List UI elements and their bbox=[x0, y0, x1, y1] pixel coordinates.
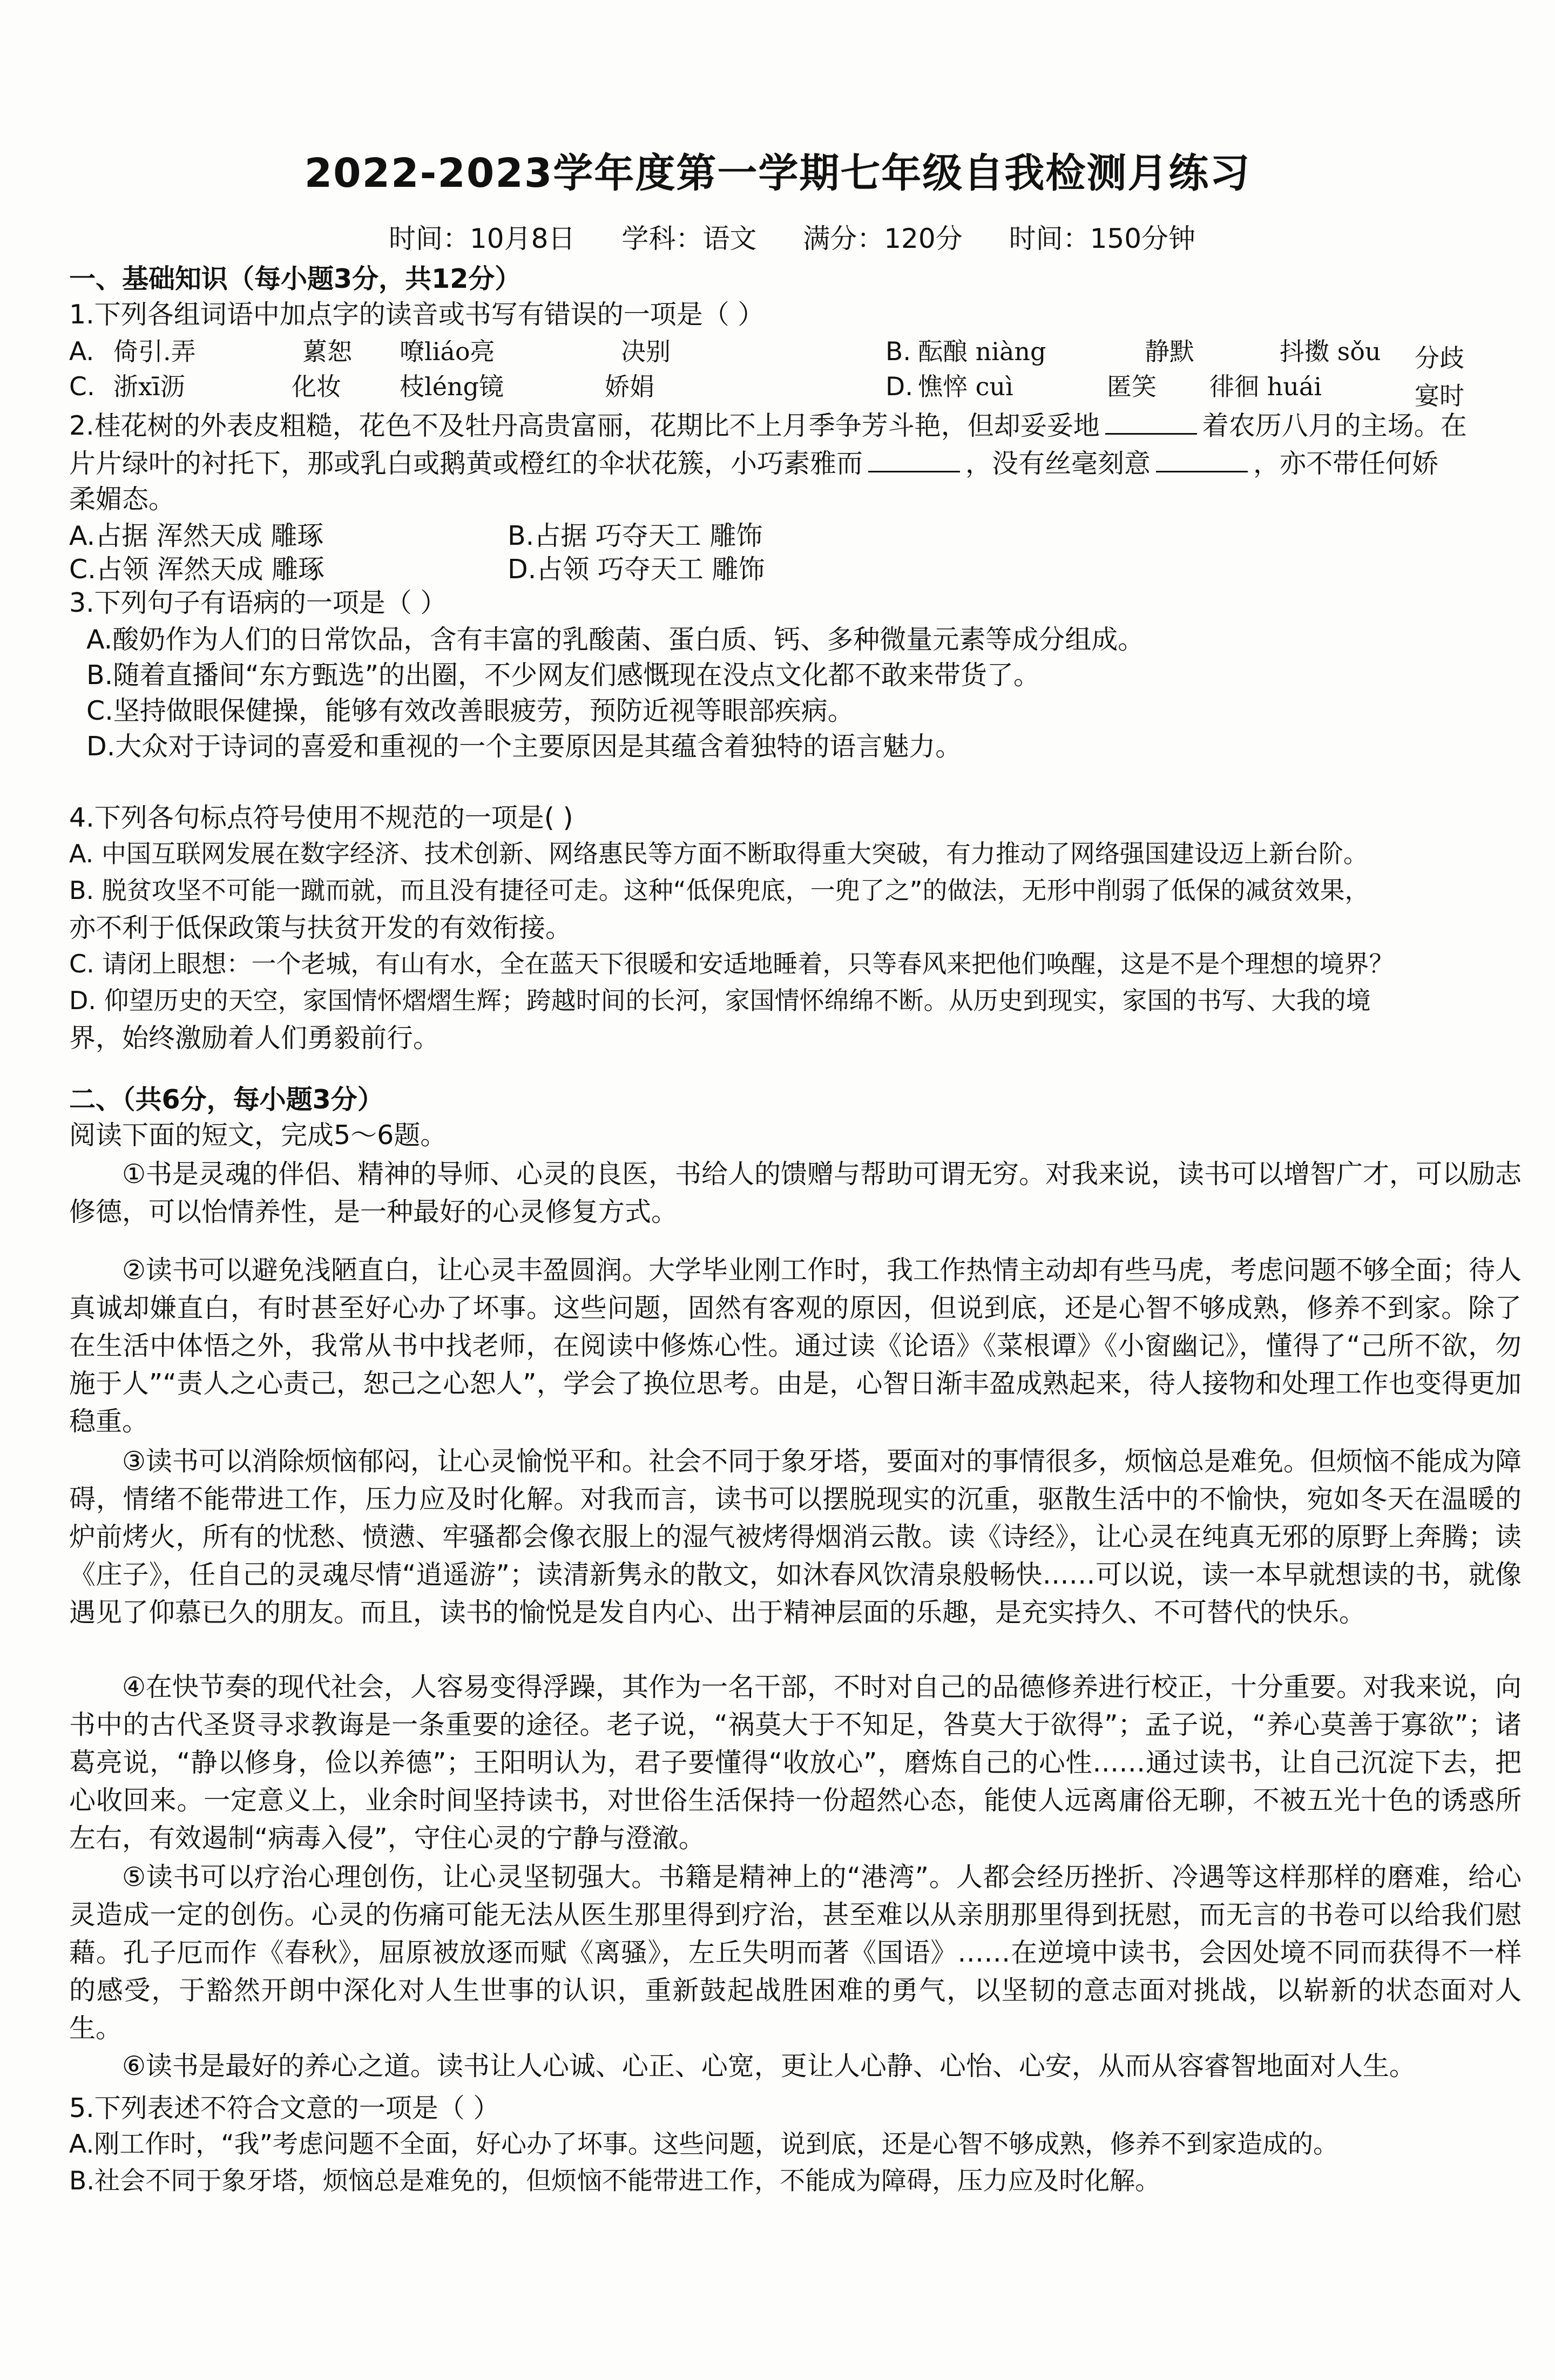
q1-stem: 1.下列各组词语中加点字的读音或书写有错误的一项是（ ） bbox=[69, 299, 765, 330]
q2-option-a: A.占据 浑然天成 雕琢 bbox=[69, 520, 324, 551]
exam-title: 2022-2023学年度第一学期七年级自我检测月练习 bbox=[304, 150, 1251, 197]
q5-option-b: B.社会不同于象牙塔，烦恼总是难免的，但烦恼不能带进工作，不能成为障碍，压力应及时化解。 bbox=[69, 2166, 1161, 2196]
q2-line2-text-c: ，亦不带任何娇 bbox=[1253, 448, 1439, 479]
q1-d-item: 憔悴 cuì bbox=[918, 372, 1013, 401]
q1-a-item: 嘹liáo亮 bbox=[400, 337, 495, 366]
section2-intro: 阅读下面的短文，完成5～6题。 bbox=[69, 1120, 447, 1151]
q4-option-d-line1: D. 仰望历史的天空，家国情怀熠熠生辉；跨越时间的长河，家国情怀绵绵不断。从历史到现实，家国的书写、大我的境 bbox=[69, 986, 1371, 1015]
q1-a-item: 决别 bbox=[621, 337, 671, 366]
meta-subject: 学科：语文 bbox=[621, 223, 757, 254]
reading-paragraph-3: ③读书可以消除烦恼郁闷，让心灵愉悦平和。社会不同于象牙塔，要面对的事情很多，烦恼总是难免。但烦恼不能成为障碍，情绪不能带进工作，压力应及时化解。对我而言，读书可以摆脱现实的沉重，驱散生活中的不愉快，宛如冬天在温暖的炉前烤火，所有的忧愁、愤懑、牢骚都会像衣服上的湿气被烤得烟消云散。读《诗经》，让心灵在纯真无邪的原野上奔腾；读《庄子》，任自己的灵魂尽情“逍遥游”；读清新隽永的散文，如沐春风饮清泉般畅快……可以说，读一本早就想读的书，就像遇见了仰慕已久的朋友。而且，读书的愉悦是发自内心、出于精神层面的乐趣，是充实持久、不可替代的快乐。 bbox=[69, 1446, 1522, 1628]
q5-option-a: A.刚工作时，“我”考虑问题不全面，好心办了坏事。这些问题，说到底，还是心智不够成熟，修养不到家造成的。 bbox=[69, 2129, 1338, 2159]
q3-option-b: B.随着直播间“东方甄选”的出圈，不少网友们感慨现在没点文化都不敢来带货了。 bbox=[86, 660, 1040, 691]
reading-paragraph-1: ①书是灵魂的伴侣、精神的导师、心灵的良医，书给人的馈赠与帮助可谓无穷。对我来说，读书可以增智广才，可以励志修德，可以怡情养性，是一种最好的心灵修复方式。 bbox=[69, 1159, 1522, 1227]
meta-duration: 时间：150分钟 bbox=[1009, 223, 1196, 254]
q2-blank-1 bbox=[1105, 411, 1197, 435]
q4-option-c: C. 请闭上眼想：一个老城，有山有水，全在蓝天下很暖和安适地睡着，只等春风来把他们唤醒，这是不是个理想的境界？ bbox=[69, 949, 1394, 978]
section1-heading: 一、基础知识（每小题3分，共12分） bbox=[69, 263, 522, 294]
q1-d-item: 宴时 bbox=[1415, 381, 1464, 410]
q1-a-label: A. bbox=[69, 337, 94, 367]
q3-option-c: C.坚持做眼保健操，能够有效改善眼疲劳，预防近视等眼部疾病。 bbox=[86, 695, 854, 726]
q1-c-label: C. bbox=[69, 372, 95, 402]
exam-meta bbox=[389, 217, 1233, 256]
q3-option-d: D.大众对于诗词的喜爱和重视的一个主要原因是其蕴含着独特的语言魅力。 bbox=[86, 731, 962, 762]
q3-stem: 3.下列句子有语病的一项是（ ） bbox=[69, 587, 447, 618]
q2-line2-text-a: 片片绿叶的衬托下，那或乳白或鹅黄或橙红的伞状花簇，小巧素雅而 bbox=[69, 448, 863, 479]
q1-d-item: 徘徊 huái bbox=[1209, 372, 1322, 401]
q3-option-a: A.酸奶作为人们的日常饮品，含有丰富的乳酸菌、蛋白质、钙、多种微量元素等成分组成。 bbox=[86, 624, 1145, 655]
q1-c-item: 娇娟 bbox=[605, 372, 654, 401]
q2-line2-text-b: ，没有丝毫刻意 bbox=[965, 448, 1151, 479]
q1-c-item: 浙xī沥 bbox=[113, 372, 185, 401]
q1-b-item: 抖擞 sǒu bbox=[1280, 337, 1381, 366]
q1-a-item: 蔂恕 bbox=[302, 337, 352, 366]
q1-b-label: B. bbox=[885, 337, 911, 367]
q2-option-b: B.占据 巧夺天工 雕饰 bbox=[508, 520, 763, 551]
q2-line1 bbox=[69, 411, 1467, 439]
q2-blank-2 bbox=[868, 449, 960, 472]
q1-a-item: 倚引.弄 bbox=[113, 337, 196, 366]
q1-d-label: D. bbox=[885, 372, 914, 402]
reading-paragraph-6: ⑥读书是最好的养心之道。读书让人心诚、心正、心宽，更让人心静、心怡、心安，从而从容睿智地面对人生。 bbox=[122, 2051, 1416, 2081]
reading-paragraph-2: ②读书可以避免浅陋直白，让心灵丰盈圆润。大学毕业刚工作时，我工作热情主动却有些马虎，考虑问题不够全面；待人真诚却嫌直白，有时甚至好心办了坏事。这些问题，固然有客观的原因，但说到底，还是心智不够成熟，修养不到家。除了在生活中体悟之外，我常从书中找老师，在阅读中修炼心性。通过读《论语》《菜根谭》《小窗幽记》，懂得了“己所不欲，勿施于人”“责人之心责己，恕己之心恕人”，学会了换位思考。由是，心智日渐丰盈成熟起来，待人接物和处理工作也变得更加稳重。 bbox=[69, 1255, 1522, 1437]
q1-c-item: 化妆 bbox=[292, 372, 341, 401]
q4-option-b-line2: 亦不利于低保政策与扶贫开发的有效衔接。 bbox=[69, 912, 572, 943]
q2-option-c: C.占领 浑然天成 雕琢 bbox=[69, 554, 324, 585]
meta-score: 满分：120分 bbox=[803, 223, 963, 254]
q2-line3: 柔媚态。 bbox=[69, 484, 175, 515]
meta-date: 时间：10月8日 bbox=[389, 223, 576, 254]
q4-stem: 4.下列各句标点符号使用不规范的一项是( ) bbox=[69, 802, 573, 833]
q2-line2 bbox=[69, 449, 1438, 477]
q1-b-item: 酝酿 niàng bbox=[918, 337, 1046, 366]
q1-b-item: 静默 bbox=[1145, 337, 1194, 366]
q1-d-item: 匿笑 bbox=[1107, 372, 1157, 401]
q2-line1-text-b: 着农历八月的主场。在 bbox=[1202, 410, 1467, 441]
q2-option-d: D.占领 巧夺天工 雕饰 bbox=[508, 554, 765, 585]
q4-option-b-line1: B. 脱贫攻坚不可能一蹴而就，而且没有捷径可走。这种“低保兜底，一兜了之”的做法，无形中削弱了低保的减贫效果， bbox=[69, 876, 1370, 905]
q4-option-d-line2: 界，始终激励着人们勇毅前行。 bbox=[69, 1023, 440, 1053]
q2-line1-text: 2.桂花树的外表皮粗糙，花色不及牡丹高贵富丽，花期比不上月季争芳斗艳，但却妥妥地 bbox=[69, 410, 1100, 441]
q4-option-a: A. 中国互联网发展在数字经济、技术创新、网络惠民等方面不断取得重大突破，有力推动了网络强国建设迈上新台阶。 bbox=[69, 839, 1368, 868]
q2-blank-3 bbox=[1156, 449, 1248, 472]
q5-stem: 5.下列表述不符合文意的一项是（ ） bbox=[69, 2093, 500, 2124]
reading-paragraph-5: ⑤读书可以疗治心理创伤，让心灵坚韧强大。书籍是精神上的“港湾”。人都会经历挫折、冷遇等这样那样的磨难，给心灵造成一定的创伤。心灵的伤痛可能无法从医生那里得到疗治，甚至难以从亲朋那里得到抚慰，而无言的书卷可以给我们慰藉。孔子厄而作《春秋》，屈原被放逐而赋《离骚》，左丘失明而著《国语》……在逆境中读书，会因处境不同而获得不一样的感受，于豁然开朗中深化对人生世事的认识，重新鼓起战胜困难的勇气，以坚韧的意志面对挑战，以崭新的状态面对人生。 bbox=[69, 1862, 1522, 2044]
q1-b-item: 分歧 bbox=[1415, 343, 1464, 373]
q1-c-item: 枝léng镜 bbox=[400, 372, 504, 401]
section2-heading: 二、（共6分，每小题3分） bbox=[69, 1084, 384, 1115]
reading-paragraph-4: ④在快节奏的现代社会，人容易变得浮躁，其作为一名干部，不时对自己的品德修养进行校正，十分重要。对我来说，向书中的古代圣贤寻求教诲是一条重要的途径。老子说，“祸莫大于不知足，咎莫大于欲得”；孟子说，“养心莫善于寡欲”；诸葛亮说，“静以修身，俭以养德”；王阳明认为，君子要懂得“收放心”，磨炼自己的心性……通过读书，让自己沉淀下去，把心收回来。一定意义上，业余时间坚持读书，对世俗生活保持一份超然心态，能使人远离庸俗无聊，不被五光十色的诱惑所左右，有效遏制“病毒入侵”，守住心灵的宁静与澄澈。 bbox=[69, 1672, 1522, 1854]
